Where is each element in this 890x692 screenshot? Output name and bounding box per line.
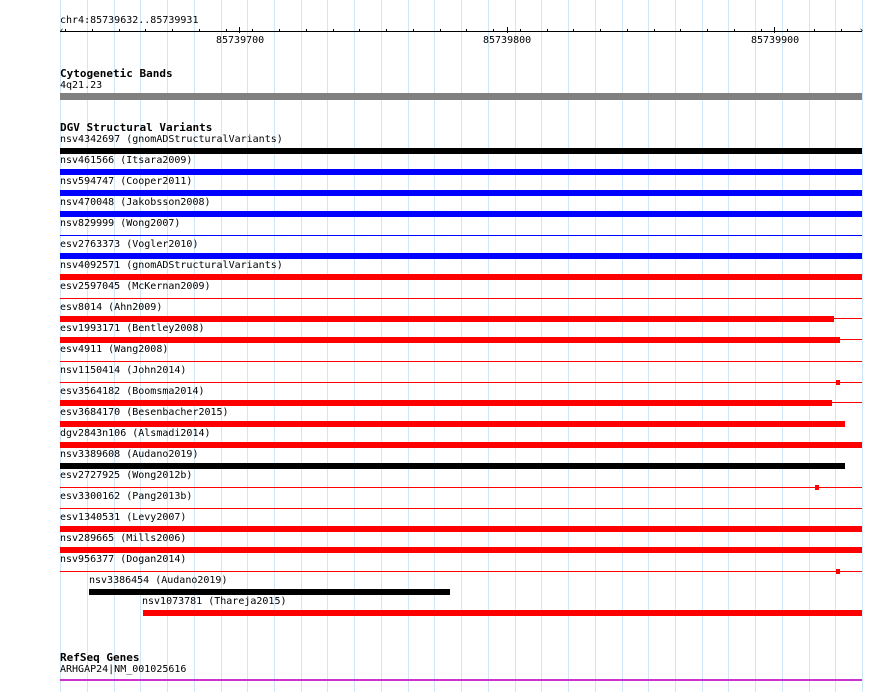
ruler-minor-tick	[520, 29, 521, 32]
ruler-tick-label: 85739900	[751, 35, 800, 46]
refseq-track-title: RefSeq Genes	[60, 651, 140, 664]
grid-line	[622, 0, 623, 692]
ruler-minor-tick	[306, 29, 307, 32]
ruler-location-label: chr4:85739632..85739931	[60, 15, 199, 26]
ruler-minor-tick	[707, 29, 708, 32]
ruler[interactable]	[60, 25, 862, 37]
ruler-minor-tick	[65, 29, 66, 32]
ruler-tick-label: 85739700	[216, 35, 265, 46]
ruler-major-tick	[239, 27, 240, 33]
variant-feature-bar[interactable]	[60, 547, 862, 553]
grid-line	[755, 0, 756, 692]
ruler-minor-tick	[226, 29, 227, 32]
variant-label: esv4911 (Wang2008)	[60, 344, 169, 355]
ruler-minor-tick	[787, 29, 788, 32]
variant-label: esv3300162 (Pang2013b)	[60, 491, 193, 502]
variant-feature-line[interactable]	[840, 339, 862, 340]
variant-label: nsv289665 (Mills2006)	[60, 533, 187, 544]
variant-feature-marker[interactable]	[815, 485, 819, 490]
ruler-major-tick	[507, 27, 508, 33]
ruler-minor-tick	[359, 29, 360, 32]
variant-feature-bar[interactable]	[60, 442, 862, 448]
variant-feature-bar[interactable]	[60, 526, 862, 532]
grid-line	[515, 0, 516, 692]
variant-feature-bar[interactable]	[60, 190, 862, 196]
ruler-minor-tick	[252, 29, 253, 32]
variant-feature-line[interactable]	[60, 487, 862, 488]
grid-line	[541, 0, 542, 692]
variant-feature-line[interactable]	[60, 508, 862, 509]
variant-label: nsv4342697 (gnomADStructuralVariants)	[60, 134, 283, 145]
cytoband-feature[interactable]	[60, 93, 862, 100]
ruler-right-arrow-icon: ›	[858, 26, 864, 36]
variant-label: nsv461566 (Itsara2009)	[60, 155, 193, 166]
ruler-minor-tick	[386, 29, 387, 32]
variant-label: esv3684170 (Besenbacher2015)	[60, 407, 229, 418]
cytoband-track-title: Cytogenetic Bands	[60, 67, 173, 80]
grid-line	[568, 0, 569, 692]
variant-feature-bar[interactable]	[89, 589, 450, 595]
variant-feature-bar[interactable]	[60, 211, 862, 217]
variant-label: dgv2843n106 (Alsmadi2014)	[60, 428, 211, 439]
ruler-minor-tick	[119, 29, 120, 32]
ruler-minor-tick	[734, 29, 735, 32]
variant-feature-line[interactable]	[60, 298, 862, 299]
variant-label: esv3564182 (Boomsma2014)	[60, 386, 205, 397]
ruler-minor-tick	[440, 29, 441, 32]
variant-feature-line[interactable]	[60, 571, 862, 572]
variant-label: nsv594747 (Cooper2011)	[60, 176, 193, 187]
variant-label: esv2763373 (Vogler2010)	[60, 239, 199, 250]
ruler-minor-tick	[761, 29, 762, 32]
ruler-minor-tick	[413, 29, 414, 32]
ruler-minor-tick	[279, 29, 280, 32]
variant-feature-bar[interactable]	[60, 274, 862, 280]
variant-label: nsv1073781 (Thareja2015)	[142, 596, 287, 607]
dgv-track-title: DGV Structural Variants	[60, 121, 213, 134]
variant-feature-bar[interactable]	[143, 610, 862, 616]
grid-line	[461, 0, 462, 692]
ruler-tick-label: 85739800	[483, 35, 532, 46]
ruler-minor-tick	[547, 29, 548, 32]
variant-feature-bar[interactable]	[60, 463, 845, 469]
grid-line	[702, 0, 703, 692]
variant-label: nsv1150414 (John2014)	[60, 365, 187, 376]
variant-label: esv8014 (Ahn2009)	[60, 302, 163, 313]
ruler-minor-tick	[199, 29, 200, 32]
grid-line	[862, 0, 863, 692]
variant-feature-bar[interactable]	[60, 421, 845, 427]
ruler-minor-tick	[573, 29, 574, 32]
variant-label: nsv3386454 (Audano2019)	[89, 575, 228, 586]
variant-label: nsv470048 (Jakobsson2008)	[60, 197, 211, 208]
variant-feature-bar[interactable]	[60, 148, 862, 154]
refseq-gene-label: ARHGAP24|NM_001025616	[60, 664, 187, 675]
ruler-minor-tick	[333, 29, 334, 32]
variant-feature-marker[interactable]	[836, 569, 840, 574]
ruler-left-arrow-icon: ‹	[59, 26, 65, 36]
ruler-minor-tick	[92, 29, 93, 32]
ruler-axis-line	[60, 31, 862, 32]
grid-line	[809, 0, 810, 692]
cytoband-label: 4q21.23	[60, 80, 103, 91]
variant-label: esv1340531 (Levy2007)	[60, 512, 187, 523]
ruler-minor-tick	[680, 29, 681, 32]
grid-line	[782, 0, 783, 692]
ruler-minor-tick	[145, 29, 146, 32]
variant-feature-line[interactable]	[60, 361, 862, 362]
ruler-minor-tick	[627, 29, 628, 32]
variant-feature-line[interactable]	[60, 235, 862, 236]
grid-line	[728, 0, 729, 692]
ruler-minor-tick	[493, 29, 494, 32]
refseq-gene-feature[interactable]	[60, 679, 862, 681]
variant-label: nsv4092571 (gnomADStructuralVariants)	[60, 260, 283, 271]
variant-label: nsv3389608 (Audano2019)	[60, 449, 199, 460]
ruler-minor-tick	[466, 29, 467, 32]
variant-feature-line[interactable]	[834, 318, 862, 319]
variant-label: esv2597045 (McKernan2009)	[60, 281, 211, 292]
variant-feature-marker[interactable]	[836, 380, 840, 385]
variant-feature-bar[interactable]	[60, 169, 862, 175]
variant-label: nsv956377 (Dogan2014)	[60, 554, 187, 565]
variant-feature-bar[interactable]	[60, 253, 862, 259]
variant-feature-line[interactable]	[832, 402, 862, 403]
ruler-minor-tick	[600, 29, 601, 32]
variant-feature-bar[interactable]	[60, 316, 834, 322]
variant-label: nsv829999 (Wong2007)	[60, 218, 181, 229]
grid-line	[648, 0, 649, 692]
ruler-minor-tick	[172, 29, 173, 32]
variant-label: esv2727925 (Wong2012b)	[60, 470, 193, 481]
variant-feature-bar[interactable]	[60, 400, 832, 406]
grid-line	[595, 0, 596, 692]
ruler-major-tick	[774, 27, 775, 33]
grid-line	[675, 0, 676, 692]
ruler-minor-tick	[841, 29, 842, 32]
ruler-minor-tick	[654, 29, 655, 32]
grid-line	[835, 0, 836, 692]
variant-feature-bar[interactable]	[60, 337, 840, 343]
grid-line	[488, 0, 489, 692]
variant-label: esv1993171 (Bentley2008)	[60, 323, 205, 334]
ruler-minor-tick	[814, 29, 815, 32]
variant-feature-line[interactable]	[60, 382, 862, 383]
